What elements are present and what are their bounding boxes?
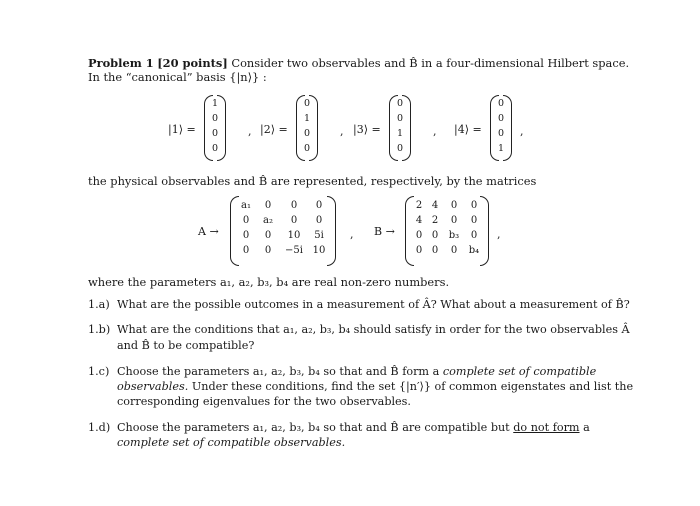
question-1b-line2: and B̂ to be compatible? [117,339,255,352]
matrix-cell: 0 [450,200,458,211]
vector-entry: 0 [211,128,219,139]
question-1c-line3: corresponding eigenvalues for the two observables. [117,395,411,408]
problem-header [88,56,629,70]
vector-entry: 0 [497,128,505,139]
matrix-cell: 4 [415,215,423,226]
matrix-cell: 0 [450,245,458,256]
ket-separator: , [248,125,252,138]
question-1c-line1 [117,364,596,379]
matrices-intro: the physical observables and B̂ are represented, respectively, by the matrices [88,174,537,188]
matrix-cell: 5i [314,230,324,241]
problem-title: Problem 1 [88,56,154,70]
vector-entry: 1 [396,128,404,139]
vector-entry: 0 [396,143,404,154]
ket-separator: , [340,125,344,138]
question-1d-line2: complete set of compatible observables. [117,436,346,449]
vector-entry: 0 [211,113,219,124]
matrix-b-label: B → [374,225,395,238]
ket-separator: , [433,125,437,138]
question-1b-number: 1.b) [88,323,111,336]
basis-line: In the “canonical” basis {|n⟩} : [88,70,267,84]
matrix-cell: 0 [242,215,250,226]
matrix-cell: 0 [470,215,478,226]
matrix-cell: 0 [242,230,250,241]
matrix-cell: b₄ [468,245,480,256]
matrix-cell: 10 [287,230,301,241]
matrix-cell: 0 [470,200,478,211]
question-1b-line1: What are the conditions that a₁, a₂, b₃, b₄ should satisfy in order for the two observables Â [117,323,630,336]
matrix-separator: , [497,228,501,241]
question-1d-line1-end: a [583,421,590,434]
vector-entry: 1 [497,143,505,154]
ket-label: |1⟩ = [168,123,196,136]
question-1d-line1 [117,420,590,435]
ket-vector [204,95,226,161]
basis-kets [168,95,528,165]
question-1a-text: What are the possible outcomes in a measurement of Â? What about a measurement of B̂? [117,298,630,311]
matrix-cell: 2 [431,215,439,226]
matrix-cell: b₃ [448,230,460,241]
question-1c-line1-text: Choose the parameters a₁, a₂, b₃, b₄ so that and B̂ form a [117,365,440,378]
matrix-a-label: A → [198,225,219,238]
question-1d-number: 1.d) [88,421,111,434]
question-1d-line1-text: Choose the parameters a₁, a₂, b₃, b₄ so that and B̂ are compatible but [117,421,510,434]
problem-points: [20 points] [157,56,228,70]
matrix-cell: 0 [290,200,298,211]
matrix-cell: 0 [431,230,439,241]
problem-intro: Consider two observables and B̂ in a four-dimensional Hilbert space. [231,56,630,70]
matrix-cell: 0 [315,215,323,226]
matrix-cell: 0 [264,200,272,211]
vector-entry: 0 [303,143,311,154]
matrix-cell: 0 [290,215,298,226]
vector-entry: 0 [396,98,404,109]
ket-vector [389,95,411,161]
ket-vector [490,95,512,161]
matrix-cell: 4 [431,200,439,211]
question-1c-line2-text: Under these conditions, find the set {|n′⟩} of common eigenstates and list the [191,380,634,393]
ket-label: |4⟩ = [454,123,482,136]
question-1c-line2 [117,379,633,394]
ket-label: |3⟩ = [353,123,381,136]
matrix-cell: 0 [431,245,439,256]
question-1c-emphasis: observables. [117,380,189,393]
question-1c-emphasis: complete set of compatible [442,365,597,378]
vector-entry: 0 [303,98,311,109]
vector-entry: 0 [303,128,311,139]
matrix-cell: 0 [264,230,272,241]
vector-entry: 1 [211,98,219,109]
question-1d-underlined: do not form [513,421,580,434]
matrix-cell: 0 [450,215,458,226]
matrix-cell: a₁ [241,200,251,211]
question-1a-number: 1.a) [88,298,110,311]
vector-entry: 0 [211,143,219,154]
matrix-cell: 0 [415,230,423,241]
ket-vector [296,95,318,161]
params-line: where the parameters a₁, a₂, b₃, b₄ are real non-zero numbers. [88,275,450,289]
matrix-cell: 10 [312,245,326,256]
matrix-cell: 0 [415,245,423,256]
matrix-cell: 2 [415,200,423,211]
matrix-b [405,196,489,266]
matrix-cell: 0 [470,230,478,241]
ket-label: |2⟩ = [260,123,288,136]
ket-separator: , [520,125,524,138]
vector-entry: 0 [497,98,505,109]
matrix-cell: a₂ [263,215,273,226]
matrix-separator: , [350,228,354,241]
matrix-a [230,196,336,266]
vector-entry: 1 [303,113,311,124]
vector-entry: 0 [396,113,404,124]
vector-entry: 0 [497,113,505,124]
matrix-cell: 0 [315,200,323,211]
matrix-cell: −5i [285,245,303,256]
matrix-cell: 0 [242,245,250,256]
matrix-cell: 0 [264,245,272,256]
question-1c-number: 1.c) [88,365,110,378]
